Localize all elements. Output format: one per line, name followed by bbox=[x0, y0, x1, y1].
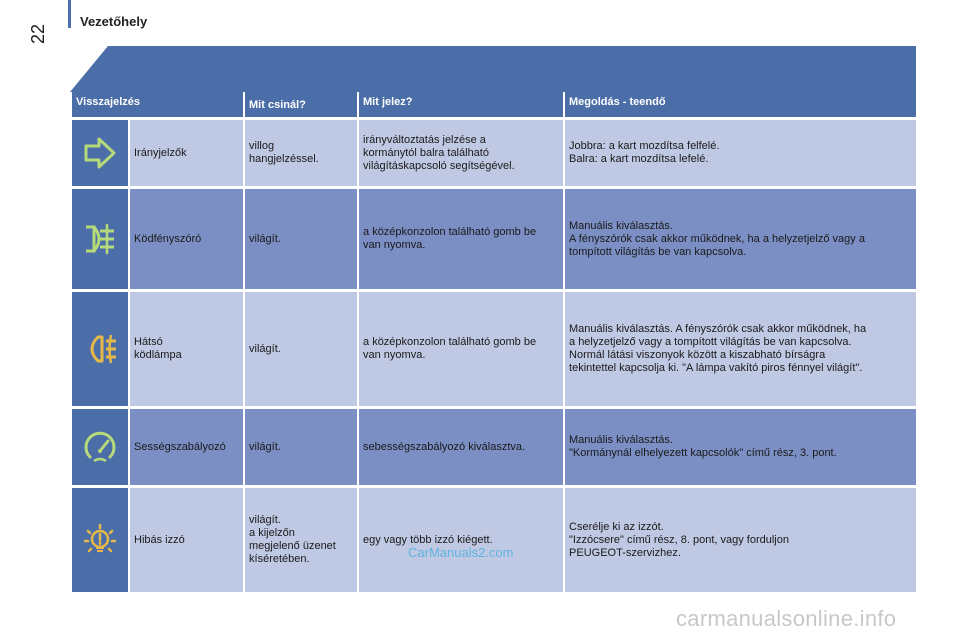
indicator-name: Irányjelzők bbox=[130, 120, 243, 186]
header-meaning: Mit jelez? bbox=[359, 92, 563, 117]
header-solution: Megoldás - teendő bbox=[565, 92, 916, 117]
indicator-solution: Jobbra: a kart mozdítsa felfelé. Balra: a kart mozdítsa lefelé. bbox=[565, 120, 916, 186]
page-number: 22 bbox=[28, 23, 48, 44]
indicator-solution: Manuális kiválasztás. A fényszórók csak akkor működnek, ha a helyzetjelző vagy a tompított világítás be van kapcsolva. Normál látási viszonyok között a kiszabható bírságra tekintettel kapcsolja ki. "A lámpa vakító piros fénnyel világít". bbox=[565, 292, 916, 406]
indicator-name: Hibás izzó bbox=[130, 488, 243, 592]
footer-site-logo: carmanualsonline.info bbox=[676, 606, 897, 631]
table-row bbox=[72, 409, 916, 485]
warning-lights-table bbox=[70, 92, 918, 592]
table-row bbox=[72, 488, 916, 592]
indicator-meaning: a középkonzolon található gomb be van nyomva. bbox=[359, 189, 563, 289]
indicator-action: világít. bbox=[245, 292, 357, 406]
indicator-name: Sességszabályozó bbox=[130, 409, 243, 485]
table-row bbox=[72, 189, 916, 289]
section-title: Vezetőhely bbox=[80, 14, 148, 29]
icon-cell bbox=[72, 189, 128, 289]
icon-cell bbox=[72, 488, 128, 592]
indicator-solution: Cserélje ki az izzót. "Izzócsere" című rész, 8. pont, vagy forduljon PEUGEOT-szervizhez. bbox=[565, 488, 916, 592]
header-action: Mit csinál? bbox=[245, 92, 357, 117]
indicator-meaning: irányváltoztatás jelzése a kormánytól balra található világításkapcsoló segítségével. bbox=[359, 120, 563, 186]
header-indicator: Visszajelzés bbox=[72, 92, 243, 117]
indicator-solution: Manuális kiválasztás. A fényszórók csak akkor működnek, ha a helyzetjelző vagy a tompított világítás be van kapcsolva. bbox=[565, 189, 916, 289]
icon-cell bbox=[72, 292, 128, 406]
icon-cell bbox=[72, 409, 128, 485]
indicator-name: Hátsó ködlámpa bbox=[130, 292, 243, 406]
indicator-action: világít. bbox=[245, 189, 357, 289]
section-marker-bar bbox=[68, 0, 71, 28]
bulb-fault-icon bbox=[80, 522, 120, 558]
indicator-meaning: egy vagy több izzó kiégett. bbox=[359, 488, 563, 592]
indicator-name: Ködfényszóró bbox=[130, 189, 243, 289]
indicator-action: villog hangjelzéssel. bbox=[245, 120, 357, 186]
indicator-action: világít. a kijelzőn megjelenő üzenet kíséretében. bbox=[245, 488, 357, 592]
indicator-solution: Manuális kiválasztás. "Kormánynál elhelyezett kapcsolók" című rész, 3. pont. bbox=[565, 409, 916, 485]
table-row bbox=[72, 120, 916, 186]
turn-signal-arrow-icon bbox=[80, 135, 120, 171]
indicator-meaning: sebességszabályozó kiválasztva. bbox=[359, 409, 563, 485]
watermark-text: CarManuals2.com bbox=[408, 545, 514, 560]
speed-limiter-icon bbox=[80, 429, 120, 465]
indicator-meaning: a középkonzolon található gomb be van nyomva. bbox=[359, 292, 563, 406]
table-row bbox=[72, 292, 916, 406]
rear-fog-lamp-icon bbox=[80, 331, 120, 367]
icon-cell bbox=[72, 120, 128, 186]
table-banner bbox=[70, 46, 916, 92]
front-fog-lamp-icon bbox=[80, 221, 120, 257]
indicator-action: világít. bbox=[245, 409, 357, 485]
